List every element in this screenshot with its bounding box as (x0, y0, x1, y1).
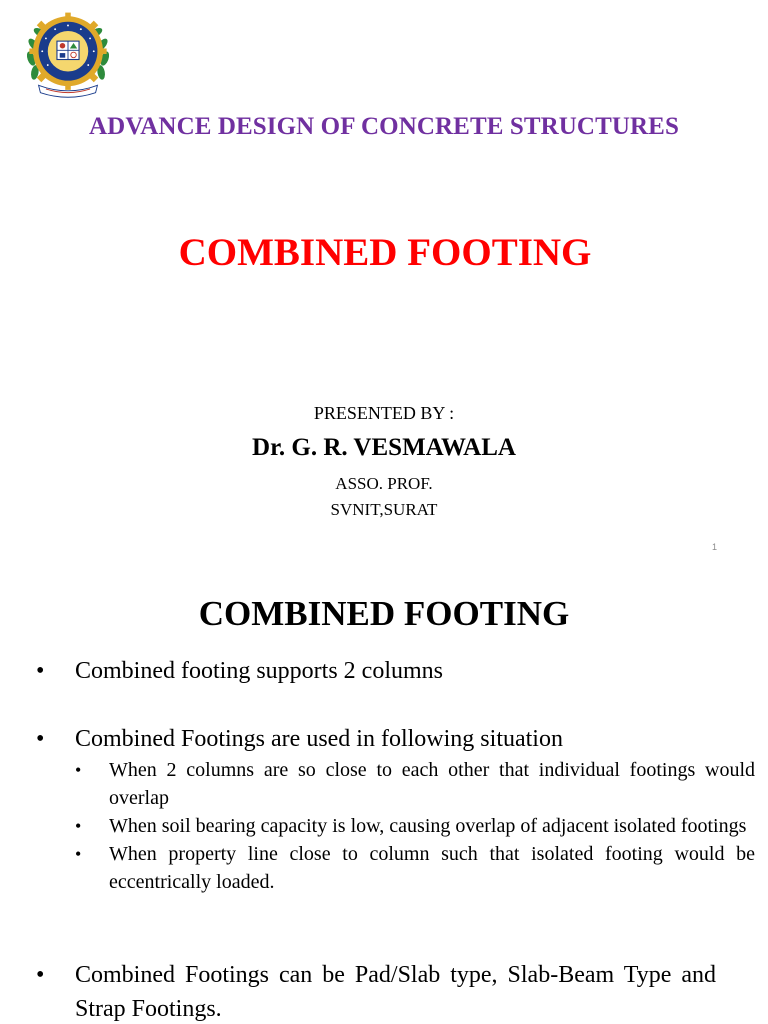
list-item (36, 958, 716, 1024)
course-title: ADVANCE DESIGN OF CONCRETE STRUCTURES (89, 113, 679, 140)
bullet-text: Combined footing supports 2 columns (75, 658, 443, 684)
sub-list-item (75, 840, 755, 896)
bullet-dot-icon: • (75, 760, 82, 780)
bullet-dot-icon: • (75, 844, 82, 864)
list-item (36, 654, 716, 688)
sub-list-item (75, 812, 755, 840)
list-item (36, 722, 716, 756)
bullet-dot-icon: • (75, 816, 82, 836)
content-slide (0, 566, 768, 1024)
bullet-list (36, 654, 716, 756)
bullet-dot-icon: • (36, 658, 45, 684)
presenter-role: ASSO. PROF. (335, 474, 433, 493)
seal-icon (22, 8, 114, 100)
institute-seal-logo (22, 8, 114, 100)
presenter-name: Dr. G. R. VESMAWALA (252, 434, 516, 461)
bullet-dot-icon: • (36, 726, 45, 752)
presenter-organization: SVNIT,SURAT (330, 500, 438, 519)
slide-title: COMBINED FOOTING (198, 594, 570, 633)
sub-bullet-text: When soil bearing capacity is low, causing overlap of adjacent isolated footings (109, 815, 747, 837)
presented-by-label: PRESENTED BY : (313, 403, 455, 423)
bullet-dot-icon: • (36, 962, 45, 988)
bullet-text: Combined Footings can be Pad/Slab type, Slab-Beam Type and Strap Footings. (75, 962, 716, 1022)
sub-bullet-text: When property line close to column such that isolated footing would be eccentrically loaded. (109, 843, 755, 893)
main-title: COMBINED FOOTING (178, 231, 592, 274)
sub-bullet-text: When 2 columns are so close to each other that individual footings would overlap (109, 759, 755, 809)
bullet-list (36, 958, 716, 1024)
sub-list-item (75, 756, 755, 812)
slide-number: 1 (712, 542, 718, 552)
bullet-text: Combined Footings are used in following situation (75, 726, 563, 752)
sub-bullet-list (75, 756, 755, 896)
